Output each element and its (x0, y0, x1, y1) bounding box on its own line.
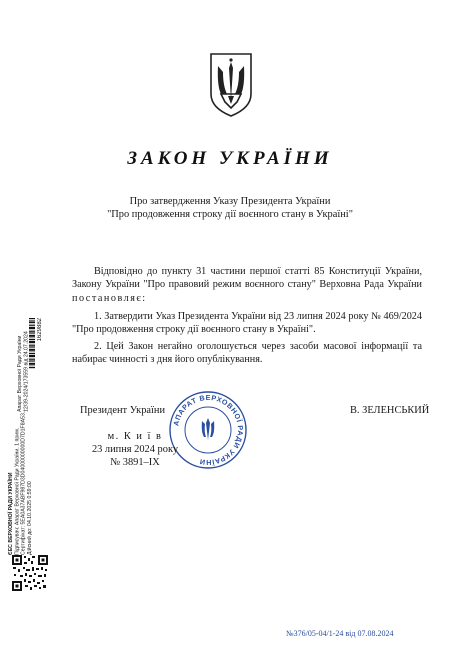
stamp-text: АПАРАТ ВЕРХОВНОЇ РАДИ УКРАЇНИ (171, 392, 246, 468)
ees-valid-until: Дійсний до: 04.10.2025 0:59:00 (26, 481, 33, 555)
electronic-signature-stamp (8, 385, 33, 555)
signature-name: В. ЗЕЛЕНСЬКИЙ (350, 405, 430, 416)
signing-place: м. К и ї в (107, 431, 163, 442)
article-1-paragraph: 1. Затвердити Указ Президента України від 23 липня 2024 року № 469/2024 "Про продовження строку дії воєнного стану в Україні". (72, 311, 422, 336)
qr-code-icon (12, 555, 48, 591)
signing-date: 23 липня 2024 року (91, 444, 179, 455)
preamble-paragraph (72, 265, 422, 305)
law-subtitle-line1: Про затвердження Указу Президента України (129, 196, 331, 207)
registration-code: 12/39-2024/173559 від 24.07.2024 (23, 331, 30, 412)
barcode-number: 1629882 (37, 318, 43, 342)
ees-title: ЄЕС ВЕРХОВНОЇ РАДИ УКРАЇНИ (8, 472, 14, 555)
resolves-word: постановляє: (72, 292, 147, 304)
ees-signer: Підписувач: Апарат Верховної Ради України, 1 прим. (14, 427, 21, 555)
preamble-text: Відповідно до пункту 31 частини першої статті 85 Конституції України, Закону України "Про правовий режим воєнного стану" Верховна Рада України (72, 266, 422, 291)
trident-coat-of-arms-icon (208, 52, 254, 118)
law-title: ЗАКОН УКРАЇНИ (127, 148, 333, 169)
law-number: № 3891–IX (110, 457, 160, 468)
registration-number: №376/05-04/1-24 від 07.08.2024 (286, 629, 394, 638)
law-subtitle-line2: "Про продовження строку дії воєнного стану в Україні" (107, 209, 353, 220)
ees-certificate: Сертифікат: 5EA0A37ABF987D3D04000000000D7D1F8A53... (20, 408, 27, 555)
article-2-paragraph: 2. Цей Закон негайно оголошується через засоби масової інформації та набирає чинності з дня його опублікування. (72, 341, 422, 366)
place-date-block (80, 430, 190, 469)
registration-office: Апарат Верховної Ради України (17, 335, 23, 412)
signature-position: Президент України (80, 405, 166, 416)
